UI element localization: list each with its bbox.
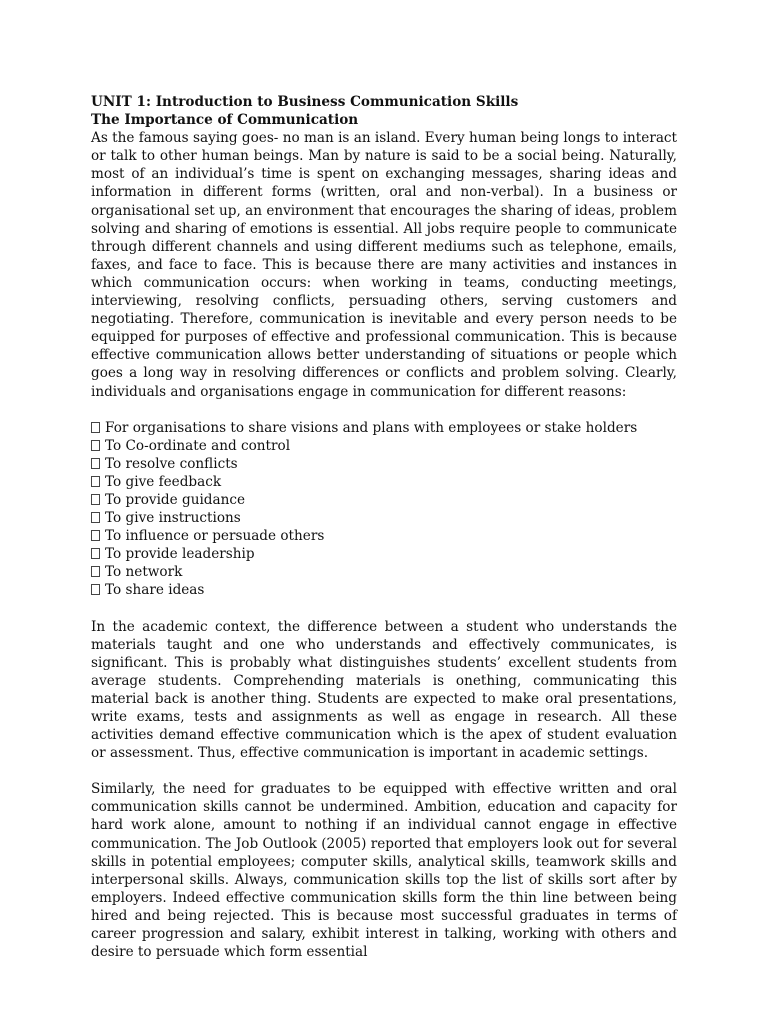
spacer bbox=[91, 762, 677, 780]
list-item bbox=[91, 419, 677, 437]
spacer bbox=[91, 600, 677, 618]
bullet-box-icon bbox=[91, 476, 100, 487]
bullet-box-icon bbox=[91, 440, 100, 451]
bullet-box-icon bbox=[91, 530, 100, 541]
spacer bbox=[91, 401, 677, 419]
bullet-box-icon bbox=[91, 584, 100, 595]
bullet-box-icon bbox=[91, 512, 100, 523]
paragraph-graduates: Similarly, the need for graduates to be equipped with effective written and oral communication skills cannot be undermined. Ambition, education and capacity for hard work alone, amount to nothing if an individual cannot engage in effective communication. The Job Outlook (2005) reported that employers look out for several skills in potential employees; computer skills, analytical skills, teamwork skills and interpersonal skills. Always, communication skills top the list of skills sort after by employers. Indeed effective communication skills form the thin line between being hired and being rejected. This is because most successful graduates in terms of career progression and salary, exhibit interest in talking, working with others and desire to persuade which form essential bbox=[91, 781, 677, 961]
list-item bbox=[91, 437, 677, 455]
list-item bbox=[91, 455, 677, 473]
list-item-text: To provide guidance bbox=[105, 491, 246, 508]
list-item-text: To provide leadership bbox=[105, 546, 255, 563]
list-item bbox=[91, 527, 677, 545]
document-page bbox=[91, 93, 677, 961]
list-item-text: For organisations to share visions and plans with employees or stake holders bbox=[105, 419, 638, 436]
paragraph-academic: In the academic context, the difference between a student who understands the materials taught and one who understands and effectively communicates, is significant. This is probably what distinguishes students’ excellent students from average students. Comprehending materials is onething, communicating this material back is another thing. Students are expected to make oral presentations, write exams, tests and assignments as well as engage in research. All these activities demand effective communication which is the apex of student evaluation or assessment. Thus, effective communication is important in academic settings. bbox=[91, 618, 677, 762]
list-item bbox=[91, 473, 677, 491]
bullet-box-icon bbox=[91, 458, 100, 469]
list-item-text: To resolve conflicts bbox=[105, 455, 238, 472]
unit-title: UNIT 1: Introduction to Business Communication Skills bbox=[91, 94, 519, 110]
list-item bbox=[91, 545, 677, 563]
list-item-text: To network bbox=[105, 564, 183, 581]
bullet-box-icon bbox=[91, 548, 100, 559]
section-title: The Importance of Communication bbox=[91, 112, 359, 129]
list-item bbox=[91, 581, 677, 599]
list-item-text: To give instructions bbox=[105, 510, 241, 527]
bullet-box-icon bbox=[91, 494, 100, 505]
paragraph-intro: As the famous saying goes- no man is an island. Every human being longs to interact or talk to other human beings. Man by nature is said to be a social being. Naturally, most of an individual’s time is spent on exchanging messages, sharing ideas and information in different forms (written, oral and non-verbal). In a business or organisational set up, an environment that encourages the sharing of ideas, problem solving and sharing of emotions is essential. All jobs require people to communicate through different channels and using different mediums such as telephone, emails, faxes, and face to face. This is because there are many activities and instances in which communication occurs: when working in teams, conducting meetings, interviewing, resolving conflicts, persuading others, serving customers and negotiating. Therefore, communication is inevitable and every person needs to be equipped for purposes of effective and professional communication. This is because effective communication allows better understanding of situations or people which goes a long way in resolving differences or conflicts and problem solving. Clearly, individuals and organisations engage in communication for different reasons: bbox=[91, 130, 677, 400]
list-item-text: To give feedback bbox=[105, 473, 222, 490]
bullet-box-icon bbox=[91, 422, 100, 433]
list-item-text: To share ideas bbox=[105, 582, 205, 599]
list-item bbox=[91, 491, 677, 509]
bullet-box-icon bbox=[91, 566, 100, 577]
list-item bbox=[91, 509, 677, 527]
list-item-text: To influence or persuade others bbox=[105, 528, 325, 545]
list-item-text: To Co-ordinate and control bbox=[105, 437, 291, 454]
reasons-list bbox=[91, 419, 677, 600]
list-item bbox=[91, 563, 677, 581]
